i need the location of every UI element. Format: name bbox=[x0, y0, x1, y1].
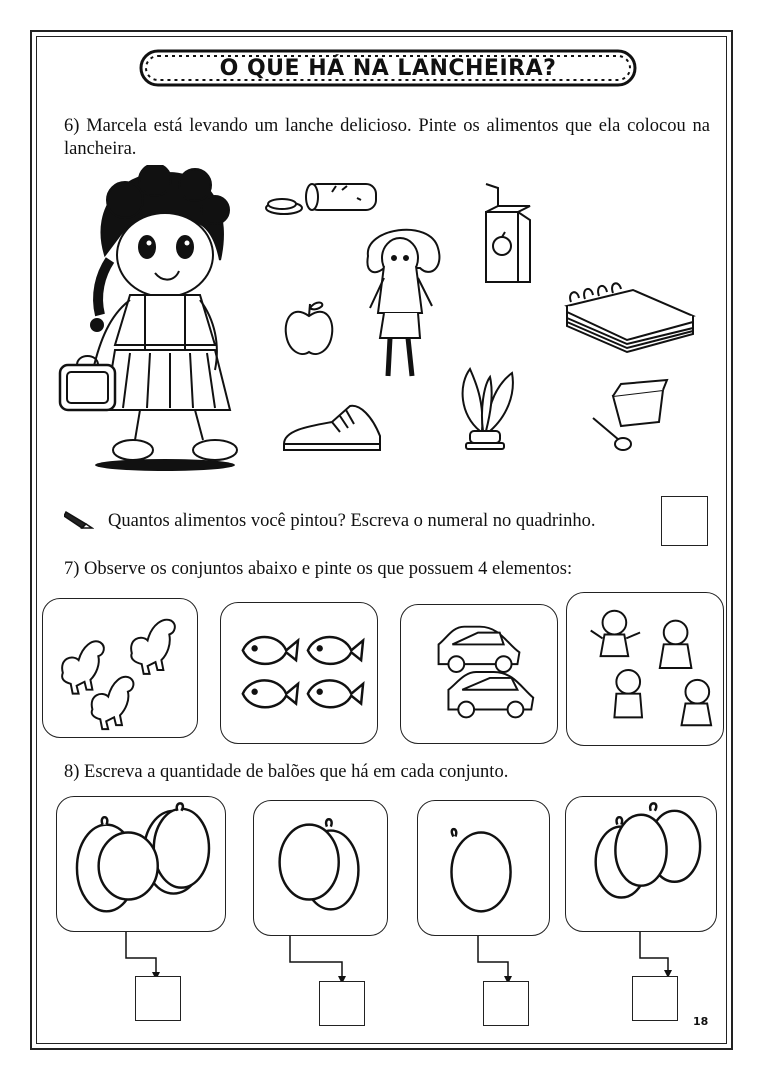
notebook-icon bbox=[563, 280, 698, 355]
balloon-answer-box-2[interactable] bbox=[319, 981, 365, 1026]
balloon-set-4[interactable] bbox=[565, 796, 717, 932]
set-fish[interactable] bbox=[220, 602, 378, 744]
balloon-answer-box-3[interactable] bbox=[483, 981, 529, 1026]
sneaker-icon bbox=[280, 400, 385, 460]
balloon-icon bbox=[254, 801, 387, 935]
question-6-subquestion: Quantos alimentos você pintou? Escreva o numeral no quadrinho. bbox=[108, 511, 596, 531]
yogurt-icon bbox=[585, 378, 670, 458]
balloon-answer-box-4[interactable] bbox=[632, 976, 678, 1021]
set-dinosaurs[interactable] bbox=[42, 598, 198, 738]
question-6-text: 6) Marcela está levando um lanche delicioso. Pinte os alimentos que ela colocou na lancheira. bbox=[64, 116, 710, 159]
question-7-text: 7) Observe os conjuntos abaixo e pinte os que possuem 4 elementos: bbox=[64, 559, 573, 579]
children-icon bbox=[567, 593, 723, 745]
question-8-text: 8) Escreva a quantidade de balões que há em cada conjunto. bbox=[64, 762, 509, 782]
doll-icon bbox=[360, 218, 445, 383]
girl-illustration bbox=[55, 165, 245, 475]
fish-icon bbox=[221, 603, 377, 743]
balloon-set-2[interactable] bbox=[253, 800, 388, 936]
page-number: 18 bbox=[693, 1015, 709, 1028]
cars-icon bbox=[401, 605, 557, 743]
balloon-icon bbox=[418, 801, 549, 935]
bread-icon bbox=[262, 178, 380, 220]
question-6-answer-box[interactable] bbox=[661, 496, 708, 546]
balloon-set-1[interactable] bbox=[56, 796, 226, 932]
apple-icon bbox=[282, 298, 336, 360]
pencil-icon bbox=[64, 508, 94, 530]
set-children[interactable] bbox=[566, 592, 724, 746]
set-cars[interactable] bbox=[400, 604, 558, 744]
feather-icon bbox=[450, 365, 520, 453]
balloon-set-3[interactable] bbox=[417, 800, 550, 936]
balloon-answer-box-1[interactable] bbox=[135, 976, 181, 1021]
page-title: O QUE HÁ NA LANCHEIRA? bbox=[219, 56, 557, 81]
dinosaurs-icon bbox=[43, 599, 197, 737]
balloon-icon bbox=[566, 797, 716, 931]
juice-box-icon bbox=[478, 180, 536, 288]
balloon-icon bbox=[57, 797, 225, 931]
